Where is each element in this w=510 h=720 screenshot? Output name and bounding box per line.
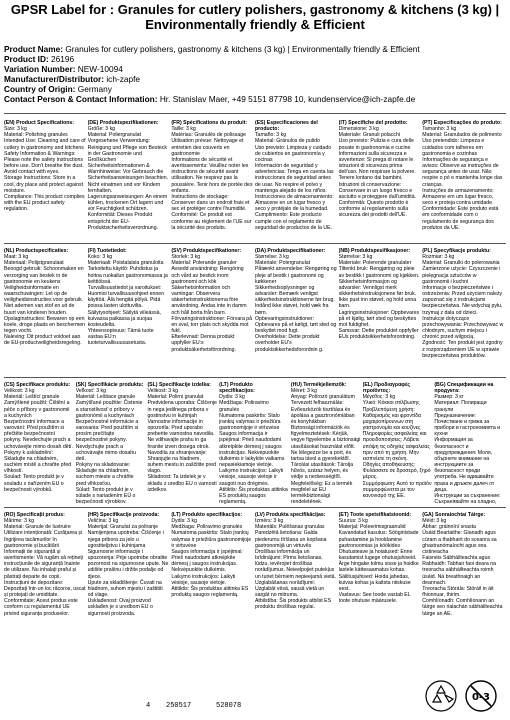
meta-value: NEW-10094 (77, 64, 123, 74)
spec-text: Taille: 3 kg Matériau: Granulés de polissage Utilisation prévue: Nettoyage et entretien des couverts en gastronomie Informations de sécurité et avertissements: Veuillez noter les instructions de sécurité avant utilisation. Ne respirez pas la poussière. Tenir hors de portée des enfants. Instructions de stockage: Conserver dans un endroit frais et sec et protéger contre l'humidité. Conformité: Ce produit est conforme au règlement de l'UE sur la sécurité des produits. (171, 126, 253, 231)
spec-text: Размер: 3 кг Материал: Полиращи гранули Предназначение: Почистване и грижа за прибори в гастрономията и кухни Информация за безопасност и предупреждения: Моля, обърнете внимание на инструкциите за безопасност преди употреба. Не вдишвайте праха и дръжте далеч от деца. Инструкции за съхранение: Съхранявайте на хладно, (434, 394, 501, 505)
spec-text: Storlek: 3 kg Material: Polerande granuler Avsedd användning: Rengöring och vård av bestick inom gastronomi och kök Säkerhetsinformation och varningar: Observera säkerhetsinstruktionerna före användning. Andas inte in damm och håll borta från barn. Förvaringsinstruktioner: Förvara på en sval, torr plats och skydda mot fukt. Efterlevnad: Denna produkt uppfyller EU:s produktsäkerhetsförordning. (171, 254, 253, 353)
meta-line (4, 44, 508, 54)
spec-cell (171, 512, 255, 636)
meta-line (4, 94, 508, 104)
spec-heading: (LT) Produkto specifikacijos: (219, 382, 255, 395)
spec-heading: (GA) Sonraíochtaí Táirge: (422, 512, 486, 518)
page-title: GPSR Label for : Granules for cutlery polishers, gastronomy & kitchens (3 kg) | Environmentally friendly & Efficient (10, 2, 500, 32)
spec-heading: (BG) Спецификации на продукта: (434, 382, 494, 395)
spec-heading: (IT) Specifiche del prodotto: (338, 120, 408, 126)
meta-label: Variation Number: (4, 64, 76, 74)
spec-heading: (CS) Specifikace produktu: (4, 382, 71, 388)
spec-cell (255, 120, 339, 244)
spec-text: Suurus: 3 kg Materjal: Poleerimisgraanulid Kavandatud kasutus: Söögiriistade puhastamine ja hooldamine gastronoomias ja köökides Ohutusteave ja hoiatused: Enne kasutamist lugege ohutusjuhiseid. Ärge hingake tolmu sisse ja hoidke lastele kättesaamatus kohas. Säilitusjuhised: Hoida jahedas, kuivas kohas ja kaitsta niiskuse eest. Vastavus: See toode vastab EL toote ohutuse määrusele. (338, 518, 419, 605)
spec-cell (88, 120, 172, 244)
divider (4, 243, 506, 244)
divider (4, 377, 506, 378)
spec-cell (291, 382, 363, 506)
spec-cell (147, 382, 219, 506)
barcode-digit-first: 4 (146, 702, 151, 710)
spec-heading: (FR) Spécifications du produit: (171, 120, 248, 126)
meta-value: Germany (77, 84, 112, 94)
spec-row (4, 120, 506, 244)
divider (4, 507, 506, 508)
meta-value: 26196 (51, 54, 75, 64)
spec-heading: (SL) Specifikacije izdelka: (147, 382, 211, 388)
spec-heading: (DE) Produktspezifikationen: (87, 120, 159, 126)
spec-heading: (ET) Toote spetsifikatsioonid: (338, 512, 412, 518)
spec-text: Veličina: 3 kg Materijal: Granulat za poliranje Namijenjena upotreba: Čišćenje i njega pribora za jelo u ugostiteljstvu i kuhinjama Sigurnosne informacije i upozorenja: Prije upotrebe obratite pozornost na sigurnosne upute. Ne udišite prašinu i držite podalje od djece. Upute za skladištenje: Čuvati na hladnom, suhom mjestu i zaštititi od vlage. Usklađenost: Ovaj proizvod usklađen je s uredbom EU o sigurnosti proizvoda. (87, 518, 169, 617)
spec-text: Mărime: 3 kg Material: Granule de lustruire Utilizare intenționată: Curățarea și îngrijirea tacâmurilor în gastronomie și bucătării Informații de siguranță și avertismente: Vă rugăm să rețineți instrucțiunile de siguranță înainte de utilizare. Nu inhalați praful și păstrați departe de copii. Instrucțiuni de depozitare: Depozitați într-un loc răcoros, uscat și protejați de umiditate. Conformitate: Acest produs este conform cu regulamentul UE privind siguranța produselor. (4, 518, 86, 617)
spec-cell (422, 248, 506, 372)
meta-value: ich-zapfe (106, 74, 141, 84)
spec-cell (339, 120, 423, 244)
spec-heading: (SV) Produktspecifikationer: (171, 248, 242, 254)
meta-value: Granules for cutlery polishers, gastronomy & kitchens (3 kg) | Environmentally friendly & Efficient (65, 44, 420, 54)
spec-cell (88, 512, 172, 636)
spec-heading: (ES) Especificaciones del producto: (254, 120, 318, 133)
spec-text: Izmērs: 3 kg Materiāls: Pulēšanas granulas Paredzētā lietošana: Galda piederumu tīrīšana un kopšana gastronomijā un virtuvēs Drošības informācija un brīdinājumi: Pirms lietošanas, lūdzu, ievērojiet drošības norādījumus. Neieelpojiet putekļus un turiet bērniem nepieejamā vietā. Uzglabāšanas norādījumi: Uzglabāt vēsā, sausā vietā un sargāt no mitruma. Atbilstība: Šis produkts atbilst ES produktu drošības regulai. (254, 518, 336, 611)
spec-heading: (NL) Productspecificaties: (4, 248, 69, 254)
spec-cell (4, 382, 76, 506)
spec-heading: (EN) Product Specifications: (4, 120, 75, 126)
meta-label: Country of Origin: (4, 84, 76, 94)
meta-label: Manufacturer/Distributor: (4, 74, 105, 84)
spec-text: Μέγεθος: 3 kg Υλικό: Κόκκοι στίλβωσης Προβλεπόμενη χρήση: Καθαρισμός και φροντίδα μαχαιροπίρουνων στη γαστρονομία και κουζίνες Πληροφορίες ασφαλείας και προειδοποιήσεις: Λάβετε υπόψη τις οδηγίες ασφαλείας πριν από τη χρήση. Μην εισπνέετε τη σκόνη. Οδηγίες αποθήκευσης: Φυλάσσετε σε δροσερό, ξηρό μέρος. Συμμόρφωση: Αυτό το προϊόν συμμορφώνεται με τον κανονισμό της ΕΕ. (362, 394, 432, 499)
spec-cell (219, 382, 291, 506)
recycle-icon (425, 680, 457, 712)
spec-text: Størrelse: 3 kg Materiale: Polerende granulater Tiltenkt bruk: Rengjøring og pleie av bestikk i gastronomi og kjøkken. Sikkerhetsinformasjon og advarsler: Vennligst merk sikkerhetsinstruksjonene før bruk. Ikke pust inn støvet, og hold unna barn. Lagringsinstruksjoner: Oppbevares på et kjølig, tørt sted og beskyttes mot fuktighet. Samsvar: Dette produktet oppfyller EUs produktsikkerhetsforordning. (338, 254, 420, 341)
spec-cell (339, 248, 423, 372)
spec-heading: (SK) Špecifikácie produktu: (75, 382, 144, 388)
spec-text: Dydis: 3 kg Medžiaga: Poliravimo granulės Numatoma paskirtis: Stalo įrankių valymas ir priežiūra gastronomijoje ir virtuvėse Saugos informacija ir įspėjimai: Prieš naudodami atkreipkite dėmesį į saugos instrukcijas. Nekvėpuokite dulkėmis ir laikykite vaikams nepasiekiamoje vietoje. Laikymo instrukcijos: Laikyti vėsioje, sausoje vietoje ir saugoti nuo drėgmės. Atitiktis: Šis produktas atitinka ES produktų saugos reglamentą. (219, 394, 288, 505)
spec-row (4, 248, 506, 372)
meta-line (4, 84, 508, 94)
spec-text: Größe: 3 kg Material: Poliergranulat Vorgesehene Verwendung: Reinigung und Pflege von Besteck in der Gastronomie und Großküchen Sicherheitsinformationen & Warnhinweise: Vor Gebrauch die Sicherheitsanweisungen beachten. Nicht einatmen und vor Kindern fernhalten. Lagerungsanweisungen: An einem kühlen, trockenen Ort lagern und vor Feuchtigkeit schützen. Konformität: Dieses Produkt entspricht der EU-Produktsicherheitsverordnung. (87, 126, 169, 231)
spec-text: Méret: 3 kg Anyag: Polírozó granulátum Tervezett felhasználás: Evőeszközök tisztítása és ápolása a gasztronómiában és konyhákban Biztonsági információk és figyelmeztetések: Kérjük, vegye figyelembe a biztonsági utasításokat használat előtt. Ne lélegezze be a port, és tartsa távol a gyerekektől. Tárolási utasítások: Tárolja hűvös, száraz helyen, és védje a nedvességtől. Megfelelőség: Ez a termék megfelel az EU termékbiztonsági rendeletének. (290, 388, 361, 505)
spec-cell (76, 382, 148, 506)
spec-row (4, 382, 506, 506)
spec-heading: (PT) Especificações do produto: (422, 120, 502, 126)
spec-cell (422, 512, 506, 636)
spec-text: Størrelse: 3 kg Materiale: Polergranulat Påtænkt anvendelse: Rengøring og pleje af bestik i gastronomi og køkkener Sikkerhedsoplysninger og advarsler: Bemærk venligst sikkerhedsinstruktionerne før brug. Indånd ikke støvet, hold væk fra børn. Opbevaringsinstruktioner: Opbevares på et køligt, tørt sted og beskyttet mod fugt. Overholdelse: Dette produkt overholder EU's produktsikkerhedsforordnin g. (254, 254, 337, 353)
meta-line (4, 74, 508, 84)
spec-cell (4, 248, 88, 372)
spec-heading: (DA) Produktspecifikationer: (254, 248, 326, 254)
spec-text: Velikost: 3 kg Material: Polirni granulat Predvidena uporaba: Čiščenje in nega jedilnega pribora v gostinstvu in kuhinjah Varnostne informacije in opozorila: Pred uporabo preberite varnostna navodila. Ne vdihavajte prahu in ga hranite izven dosega otrok. Navodila za shranjevanje: Shranjujte na hladnem, suhem mestu in zaščitite pred vlago. Skladnost: Ta izdelek je v skladu z uredbo EU o varnosti izdelkov. (147, 388, 217, 493)
spec-text: Rozmiar: 3 kg Materiał: Granulki do polerowania Zamierzone użycie: Czyszczenie i pielęgnacja sztućców w gastronomii i kuchni Informacje o bezpieczeństwie i ostrzeżenia: Przed użyciem należy zapoznać się z instrukcjami bezpieczeństwa. Nie wdychaj pyłu, trzymaj z dala od dzieci. Instrukcje dotyczące przechowywania: Przechowywać w chłodnym, suchym miejscu i chronić przed wilgocią. Zgodność: Ten produkt jest zgodny z rozporządzeniem UE w sprawie bezpieczeństwa produktów. (422, 254, 504, 359)
spec-text: Veľkosť: 3 kg Materiál: Leštiace granule Zamýšľané použitie: Čistenie a starostlivosť o príbory v gastronómii a kuchyniach Bezpečnostné informácie a varovania: Pred použitím si prosím prečítajte bezpečnostné pokyny. Nevdychujte prach a uchovávajte mimo dosahu detí. Pokyny na skladovanie: Skladujte na chladnom, suchom mieste a chráňte pred vlhkosťou. Súlad: Tento produkt je v súlade s nariadením EÚ o bezpečnosti výrobkov. (75, 388, 143, 505)
divider (4, 113, 506, 114)
spec-cell (4, 512, 88, 636)
spec-heading: (FI) Tuotetiedot: (87, 248, 127, 254)
spec-text: Dydis: 3 kg Medžiaga: Poliravimo granulės Numatoma paskirtis: Stalo įrankių valymas ir priežiūra gastronomijoje ir virtuvėse Saugos informacija ir įspėjimai: Prieš naudodami atkreipkite dėmesį į saugos instrukcijas. Nekvėpuokite dulkėmis. Laikymo instrukcijos: Laikyti vėsioje, sausoje vietoje. Atitiktis: Šis produktas atitinka ES produktų saugos reglamentą. (171, 518, 252, 599)
spec-heading: (EL) Προδιαγραφές προϊόντος: (362, 382, 411, 395)
spec-text: Koko: 3 kg Materiaali: Poistalaisia granuloita Tarkoitettu käyttö: Puhdistus ja hoitoa ruokailun gastronomiassa ja keittiöissä Turvallisuustiedot ja varoitukset: Huomioi turvallisuusohjeet ennen käyttöä. Älä hengitä pölyä. Pidä poissa lasten ulottuvilta. Säilytysohjeet: Säilytä viileässä, kuivassa paikassa ja suojaa kosteudelta. Yhteensopivuus: Tämä tuote vastaa EU:n tuoteturvallisuusasetusta. (87, 254, 168, 347)
not-for-children-icon (465, 680, 497, 712)
spec-cell (4, 120, 88, 244)
spec-heading: (LT) Produkto specifikacijos: (171, 512, 243, 518)
spec-heading: (RO) Specificații produs: (4, 512, 65, 518)
svg-text:0-3: 0-3 (471, 692, 491, 703)
spec-cell (339, 512, 423, 636)
spec-heading: (LV) Produkta specifikācijas: (254, 512, 326, 518)
spec-text: Dimensione: 3 kg Materiale: Granuli polacchi Uso previsto: Pulizia e cura delle posate in gastronomia e cucine Informazioni sulla sicurezza e avvertenze: Si prega di notare le istruzioni di sicurezza prima dell'uso. Non respirare la polvere. Tenere lontano dai bambini. Istruzioni di conservazione: Conservare in un luogo fresco e asciutto e proteggere dall'umidità. Conformità: Questo prodotto è conforme al regolamento sulla sicurezza dei prodotti dell'UE. (338, 126, 417, 219)
spec-row (4, 512, 506, 636)
spec-cell (171, 248, 255, 372)
spec-cell (88, 248, 172, 372)
meta-label: Contact Person & Contact Information: (4, 94, 158, 104)
spec-cell (255, 248, 339, 372)
meta-line (4, 64, 508, 74)
spec-cell (363, 382, 435, 506)
spec-text: Maat: 3 kg Materiaal: Polijstgranulaat Beoogd gebruik: Schoonmaken en verzorging van bestek in de gastronomie en keukens Veiligheidsinformatie en waarschuwingen: Let op de veiligheidsinstructies voor gebruik. Niet ademen van stof en uit de buurt van kinderen houden. Opslaginstructies: Bewaren op een koele, droge plaats en beschermen tegen vocht. Naleving: Dit product voldoet aan de EU-productveiligheidsregeling. (4, 254, 86, 347)
spec-text: Méid: 3 kg Ábhar: gráinníní snasta Úsáid Beartaithe: Glanadh agus cúram a thabhairt do sceanra sa ghastranómaíocht agus sna cistineacha Faisnéis Sábháilteachta agus Rabhaidh: Tabhair faoi deara na treoracha sábháilteachta roimh úsáid. Ná breathnaigh an deannach. Treoracha Stórála: Stóráil in áit fhionnuar, thirim. Comhlíonadh: Comhlíonann an táirge seo rialachán sábháilteachta táirge an AE. (422, 518, 503, 617)
meta-label: Product Name: (4, 44, 64, 54)
spec-cell (422, 120, 506, 244)
spec-text: Size: 3 kg Material: Polishing granules Intended Use: Cleaning and care of cutlery in gastronomy and kitchens Safety Information & Warnings: Please note the safety instructions before use. Don't breathe the dust. Avoid contact with eyes. Storage Instructions: Store in a cool, dry place and protect against moisture. Compliance: This product complies with the EU product safety regulation. (4, 126, 86, 213)
spec-heading: (PL) Specyfikacje produktu: (422, 248, 491, 254)
spec-cell (434, 382, 506, 506)
meta-label: Product ID: (4, 54, 49, 64)
barcode-digits-left: 250517 (166, 702, 192, 710)
spec-text: Tamaño: 3 kg Material: Gránulos de pulido Uso previsto: Limpieza y cuidado de cubiertos en gastronomía y cocinas Información de seguridad y advertencias: Tenga en cuenta las instrucciones de seguridad antes de usar. No respire el polvo y mantenga alejado de los niños. Instrucciones de almacenamiento: Almacene en un lugar fresco y seco y protéjalo de la humedad. Cumplimiento: Este producto cumple con el reglamento de seguridad de productos de la UE. (254, 132, 334, 231)
spec-text: Velikost: 3 kg Materiál: Leštící granule Zamýšlené použití: Čištění a péče o příbory v gastronomii a kuchyních Bezpečnostní informace a varování: Před použitím si přečtěte bezpečnostní pokyny. Nevdechujte prach a uchovávejte mimo dosah dětí. Pokyny k uskladnění: Skladujte na chladném, suchém místě a chraňte před vlhkostí. Soulad: Tento produkt je v souladu s nařízením EU o bezpečnosti výrobků. (4, 388, 73, 493)
meta-line (4, 54, 508, 64)
barcode-digits-right: 528078 (216, 702, 242, 710)
spec-heading: (HR) Specifikacije proizvoda: (87, 512, 160, 518)
meta-value: Hr. Stanislav Maer, +49 5151 87798 10, kundenservice@ich-zapfe.de (159, 94, 416, 104)
spec-heading: (HU) Termékjellemzők: (290, 382, 347, 388)
product-meta (4, 44, 508, 104)
spec-text: Tamanho: 3 kg Material: Granulados de polimento Uso pretendido: Limpeza e cuidados com talheres em gastronomia e cozinhas Informações de segurança e avisos: Observe as instruções de segurança antes de usar. Não respire o pó e mantenha longe das crianças. Instruções de armazenamento: Armazene em um lugar fresco, seco e proteja contra umidade. Conformidade: Este produto está em conformidade com o regulamento de segurança dos produtos da UE. (422, 126, 503, 231)
spec-heading: (NB) Produktspesifikasjoner: (338, 248, 411, 254)
spec-cell (255, 512, 339, 636)
spec-cell (171, 120, 255, 244)
